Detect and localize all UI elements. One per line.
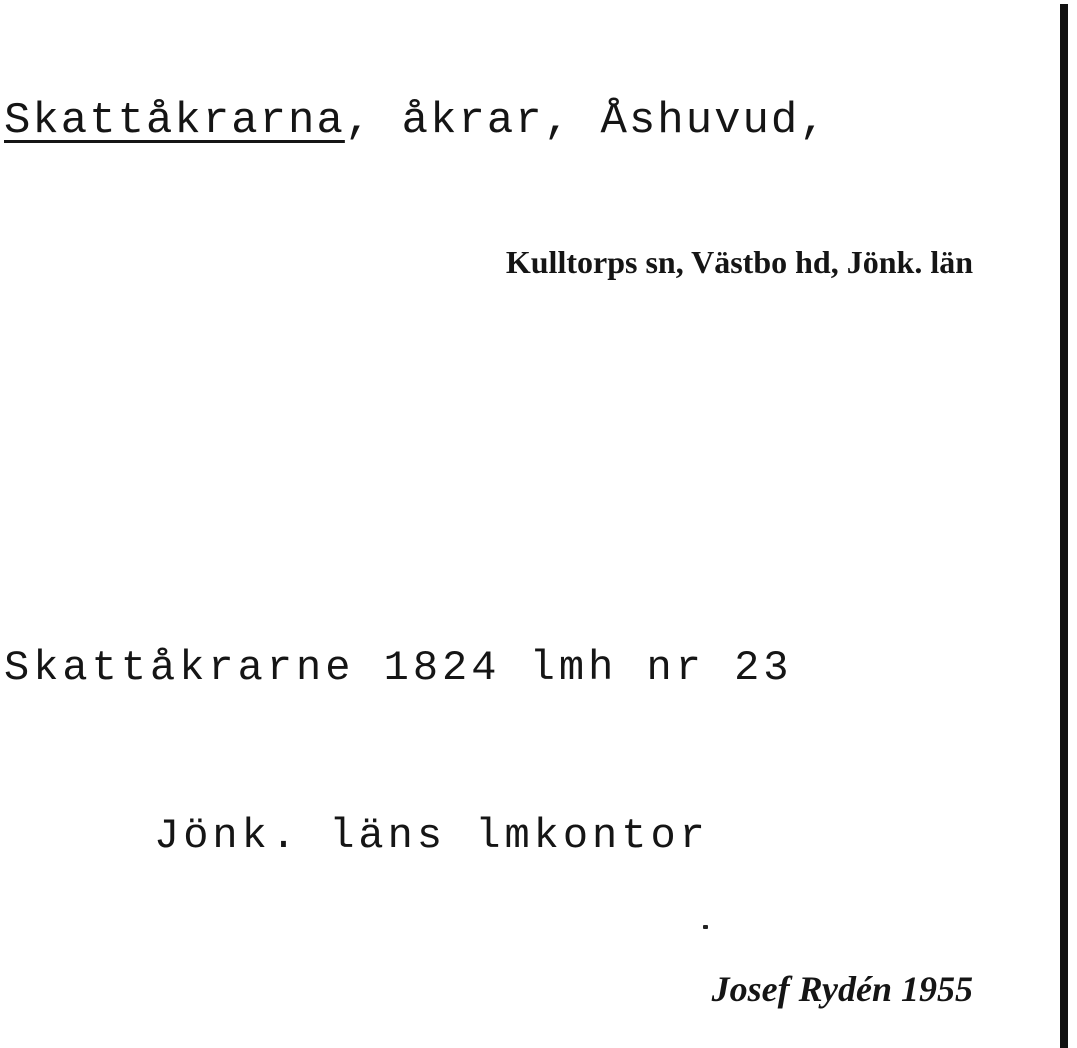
source-line-1: Skattåkrarne 1824 lmh nr 23 <box>4 644 793 692</box>
source-reference <box>4 528 793 976</box>
source-line-2: Jönk. läns lmkontor <box>154 812 709 860</box>
headword-line <box>4 96 828 146</box>
card-edge-border <box>1060 4 1068 1048</box>
headword: Skattåkrarna <box>4 96 345 146</box>
collector-signature: Josef Rydén 1955 <box>711 969 973 1009</box>
ink-speck <box>703 925 708 929</box>
location-label: Kulltorps sn, Västbo hd, Jönk. län <box>505 244 973 280</box>
headword-variants: , åkrar, Åshuvud, <box>344 96 828 146</box>
